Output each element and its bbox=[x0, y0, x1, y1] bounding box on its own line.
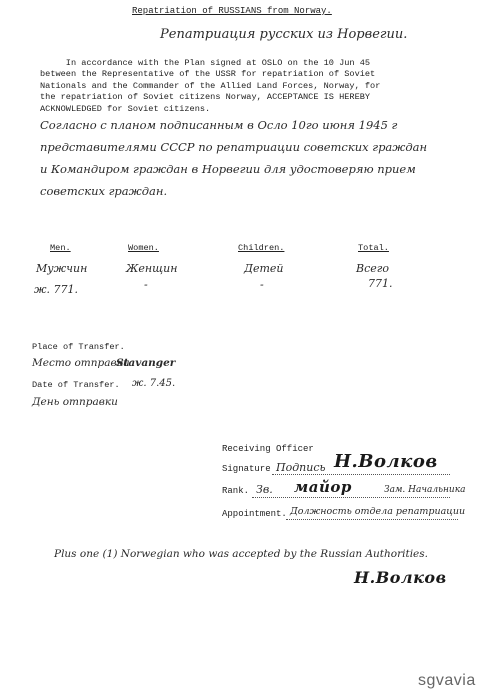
appointment-label: Appointment. bbox=[222, 509, 287, 519]
children-value: - bbox=[260, 278, 264, 291]
total-ru: Всего bbox=[356, 262, 389, 275]
intro-line: Nationals and the Commander of the Allied Land Forces, Norway, for bbox=[40, 80, 381, 91]
note-signature: Н.Волков bbox=[354, 568, 447, 587]
children-ru: Детей bbox=[244, 262, 284, 275]
receiving-officer-heading: Receiving Officer bbox=[222, 444, 314, 454]
total-value: 771. bbox=[368, 277, 393, 290]
men-value: ж. 771. bbox=[34, 283, 78, 296]
rank-value: майор bbox=[294, 478, 352, 496]
signature-value: Н.Волков bbox=[334, 451, 438, 472]
women-label: Women. bbox=[128, 243, 159, 253]
intro-line: In accordance with the Plan signed at OSLO on the 10 Jun 45 bbox=[40, 58, 371, 68]
date-label: Date of Transfer. bbox=[32, 380, 120, 390]
total-label: Total. bbox=[358, 243, 389, 253]
intro-line: the repatriation of Soviet citizens Norway, ACCEPTANCE IS HEREBY bbox=[40, 92, 371, 103]
intro-line: between the Representative of the USSR for repatriation of Soviet bbox=[40, 69, 376, 80]
appointment-value: Должность отдела репатриации bbox=[290, 506, 466, 517]
rank-extra: Зам. Начальника bbox=[384, 485, 466, 495]
women-value: - bbox=[144, 278, 148, 291]
rank-line bbox=[252, 497, 450, 498]
watermark-text: sgvavia bbox=[418, 672, 476, 689]
place-label: Place of Transfer. bbox=[32, 342, 125, 352]
intro-handwritten-line: представителями СССР по репатриации советских граждан bbox=[40, 140, 428, 154]
children-label: Children. bbox=[238, 243, 285, 253]
note-text: Plus one (1) Norwegian who was accepted by the Russian Authorities. bbox=[54, 548, 428, 560]
date-ru: День отправки bbox=[32, 396, 118, 408]
intro-handwritten-line: советских граждан. bbox=[40, 184, 168, 198]
signature-ru: Подпись bbox=[276, 461, 326, 474]
signature-label: Signature bbox=[222, 464, 271, 474]
intro-paragraph bbox=[40, 58, 380, 115]
intro-handwritten-line: Согласно с планом подписанным в Осло 10го июня 1945 г bbox=[40, 118, 398, 132]
appointment-line bbox=[286, 519, 458, 520]
rank-label: Rank. bbox=[222, 486, 250, 496]
men-ru: Мужчин bbox=[36, 262, 88, 275]
date-value: ж. 7.45. bbox=[132, 378, 176, 389]
document-title: Repatriation of RUSSIANS from Norway. bbox=[132, 6, 332, 16]
men-label: Men. bbox=[50, 243, 71, 253]
intro-handwritten-line: и Командиром граждан в Норвегии для удостоверяю прием bbox=[40, 162, 416, 176]
document-title-handwritten: Репатриация русских из Норвегии. bbox=[160, 27, 408, 42]
place-ru: Место отправки bbox=[32, 357, 130, 369]
rank-ru: Зв. bbox=[256, 483, 273, 496]
intro-line: ACKNOWLEDGED for Soviet citizens. bbox=[40, 103, 211, 114]
women-ru: Женщин bbox=[126, 262, 178, 275]
signature-line bbox=[272, 474, 450, 475]
place-value: Stavanger bbox=[116, 357, 176, 369]
